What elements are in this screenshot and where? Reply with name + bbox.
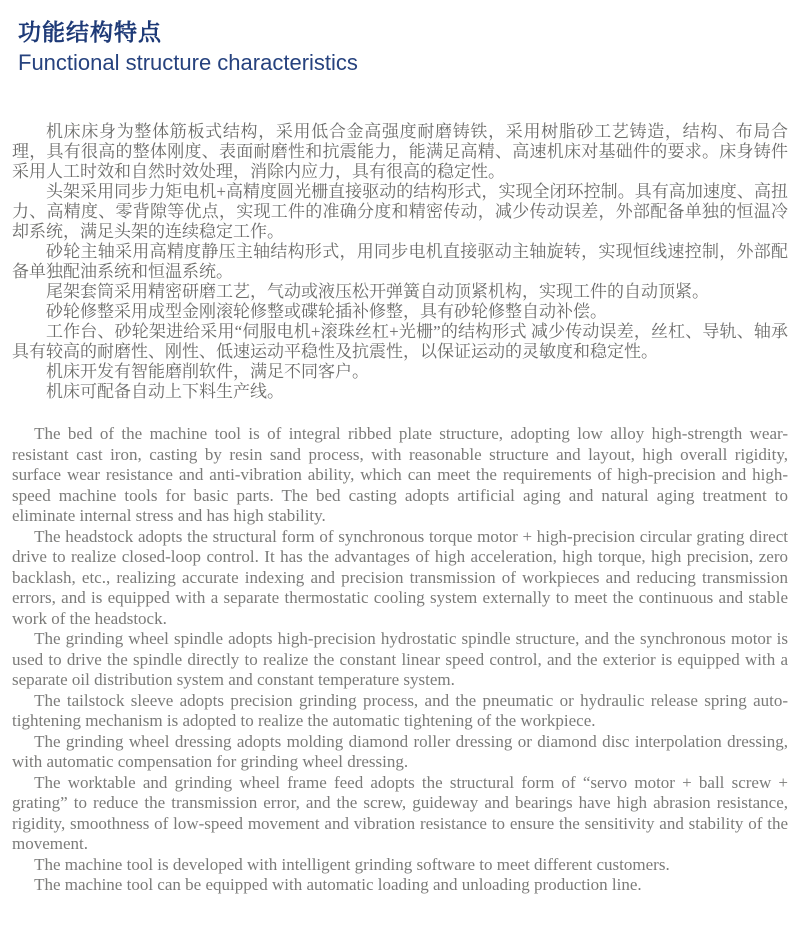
paragraph-zh-worktable: 工作台、砂轮架进给采用“伺服电机+滚珠丝杠+光栅”的结构形式 减少传动误差，丝杠、导轨、轴承具有较高的耐磨性、刚性、低速运动平稳性及抗震性，以保证运动的灵敏度和稳定性。 bbox=[12, 322, 788, 361]
paragraph-zh-headstock: 头架采用同步力矩电机+高精度圆光栅直接驱动的结构形式，实现全闭环控制。具有高加速度、高扭力、高精度、零背隙等优点，实现工件的准确分度和精密传动，减少传动误差，外部配备单独的恒温冷却系统，满足头架的连续稳定工作。 bbox=[12, 182, 788, 241]
paragraph-en-spindle: The grinding wheel spindle adopts high-precision hydrostatic spindle structure, and the synchronous motor is used to drive the spindle directly to realize the constant linear speed control, and the exterior is equipped with a separate oil distribution system and constant temperature system. bbox=[12, 629, 788, 689]
paragraph-en-headstock: The headstock adopts the structural form of synchronous torque motor + high-precision circular grating direct drive to realize closed-loop control. It has the advantages of high acceleration, high torque, high precision, zero backlash, etc., realizing accurate indexing and precision transmission of workpieces and reducing transmission errors, and is equipped with a separate thermostatic cooling system externally to meet the continuous and stable work of the headstock. bbox=[12, 526, 788, 628]
paragraph-zh-software: 机床开发有智能磨削软件，满足不同客户。 bbox=[46, 362, 369, 381]
paragraph-en-worktable: The worktable and grinding wheel frame feed adopts the structural form of “servo motor + ball screw + grating” to reduce the transmission error, and the screw, guideway and bearings have high abrasion resistance, rigidity, smoothness of low-speed movement and vibration resistance to ensure the sensitivity and stability of the movement. bbox=[12, 772, 788, 853]
paragraph-zh-tailstock: 尾架套筒采用精密研磨工艺，气动或液压松开弹簧自动顶紧机构，实现工件的自动顶紧。 bbox=[46, 282, 709, 301]
page-title-en: Functional structure characteristics bbox=[18, 50, 358, 75]
paragraph-en-loading-line: The machine tool can be equipped with automatic loading and unloading production line. bbox=[34, 875, 642, 894]
paragraph-zh-loading-line: 机床可配备自动上下料生产线。 bbox=[46, 382, 284, 401]
paragraph-zh-spindle: 砂轮主轴采用高精度静压主轴结构形式，用同步电机直接驱动主轴旋转，实现恒线速控制，外部配备单独配油系统和恒温系统。 bbox=[12, 242, 788, 281]
paragraph-en-tailstock: The tailstock sleeve adopts precision grinding process, and the pneumatic or hydraulic release spring auto-tightening mechanism is adopted to realize the automatic tightening of the workpiece. bbox=[12, 690, 788, 730]
page-header bbox=[12, 18, 788, 77]
paragraph-zh-dressing: 砂轮修整采用成型金刚滚轮修整或碟轮插补修整，具有砂轮修整自动补偿。 bbox=[46, 302, 607, 321]
chinese-text-section bbox=[12, 122, 788, 402]
paragraph-en-software: The machine tool is developed with intelligent grinding software to meet different customers. bbox=[34, 854, 670, 874]
page-title-zh: 功能结构特点 bbox=[18, 19, 162, 45]
paragraph-zh-bed: 机床床身为整体筋板式结构，采用低合金高强度耐磨铸铁，采用树脂砂工艺铸造，结构、布局合理，具有很高的整体刚度、表面耐磨性和抗震能力，能满足高精、高速机床对基础件的要求。床身铸件采用人工时效和自然时效处理，消除内应力，具有很高的稳定性。 bbox=[12, 122, 788, 181]
paragraph-en-bed: The bed of the machine tool is of integral ribbed plate structure, adopting low alloy high-strength wear-resistant cast iron, casting by resin sand process, with reasonable structure and layout, high overall rigidity, surface wear resistance and anti-vibration ability, which can meet the requirements of high-precision and high-speed machine tools for basic parts. The bed casting adopts artificial aging and natural aging treatment to eliminate internal stress and has high stability. bbox=[12, 424, 788, 525]
english-text-section bbox=[12, 424, 788, 896]
paragraph-en-dressing: The grinding wheel dressing adopts molding diamond roller dressing or diamond disc interpolation dressing, with automatic compensation for grinding wheel dressing. bbox=[12, 731, 788, 771]
